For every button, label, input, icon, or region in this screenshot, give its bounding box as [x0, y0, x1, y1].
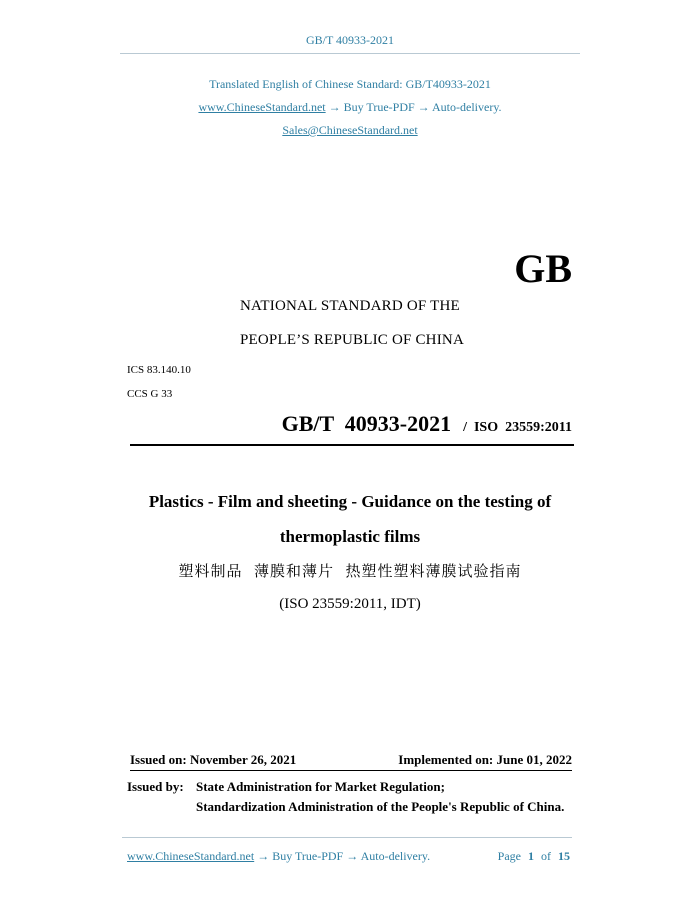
footer-promo — [127, 849, 430, 864]
title-line1: Plastics - Film and sheeting - Guidance on the testing of — [148, 492, 552, 511]
promo-line2 — [0, 100, 700, 115]
national-standard-line1: NATIONAL STANDARD OF THE — [240, 298, 460, 314]
national-standard-line2: PEOPLE’S REPUBLIC OF CHINA — [240, 332, 464, 348]
gb-logo-mark: GB — [514, 246, 572, 291]
standard-number-rule — [130, 444, 574, 446]
page-number: 1 — [528, 849, 534, 863]
page-of-label: of — [541, 849, 551, 863]
footer-site-link[interactable]: www.ChineseStandard.net — [127, 849, 255, 863]
footer-divider — [122, 837, 572, 838]
page-indicator — [498, 849, 570, 864]
promo-site-link[interactable]: www.ChineseStandard.net — [198, 100, 326, 114]
issued-divider — [130, 770, 572, 771]
header-divider — [120, 53, 580, 54]
iso-reference: (ISO 23559:2011, IDT) — [279, 596, 421, 612]
issued-by-authority-1: State Administration for Market Regulation; — [196, 779, 445, 794]
issued-on: Issued on: November 26, 2021 — [130, 752, 297, 767]
issued-by-authority-2: Standardization Administration of the People's Republic of China. — [196, 799, 565, 814]
title-line2: thermoplastic films — [279, 527, 421, 546]
standard-number-line — [282, 411, 572, 437]
page-total: 15 — [558, 849, 570, 863]
issued-by-label: Issued by: — [127, 779, 184, 794]
title-chinese: 塑料制品 薄膜和薄片 热塑性塑料薄膜试验指南 — [178, 562, 522, 580]
footer-promo-text: → Buy True-PDF → Auto-delivery. — [257, 849, 431, 863]
ccs-code: CCS G 33 — [127, 388, 173, 400]
standard-number: GB/T 40933-2021 — [281, 411, 452, 436]
implemented-on: Implemented on: June 01, 2022 — [398, 752, 572, 767]
standard-iso-equivalent: / ISO 23559:2011 — [463, 420, 572, 435]
header-doc-code: GB/T 40933-2021 — [305, 33, 395, 47]
promo-line2-text: → Buy True-PDF → Auto-delivery. — [328, 100, 502, 114]
page-label: Page — [497, 849, 521, 863]
promo-email-link[interactable]: Sales@ChineseStandard.net — [282, 123, 418, 137]
promo-line1: Translated English of Chinese Standard: GB/T40933-2021 — [209, 77, 491, 91]
ics-code: ICS 83.140.10 — [127, 364, 191, 376]
